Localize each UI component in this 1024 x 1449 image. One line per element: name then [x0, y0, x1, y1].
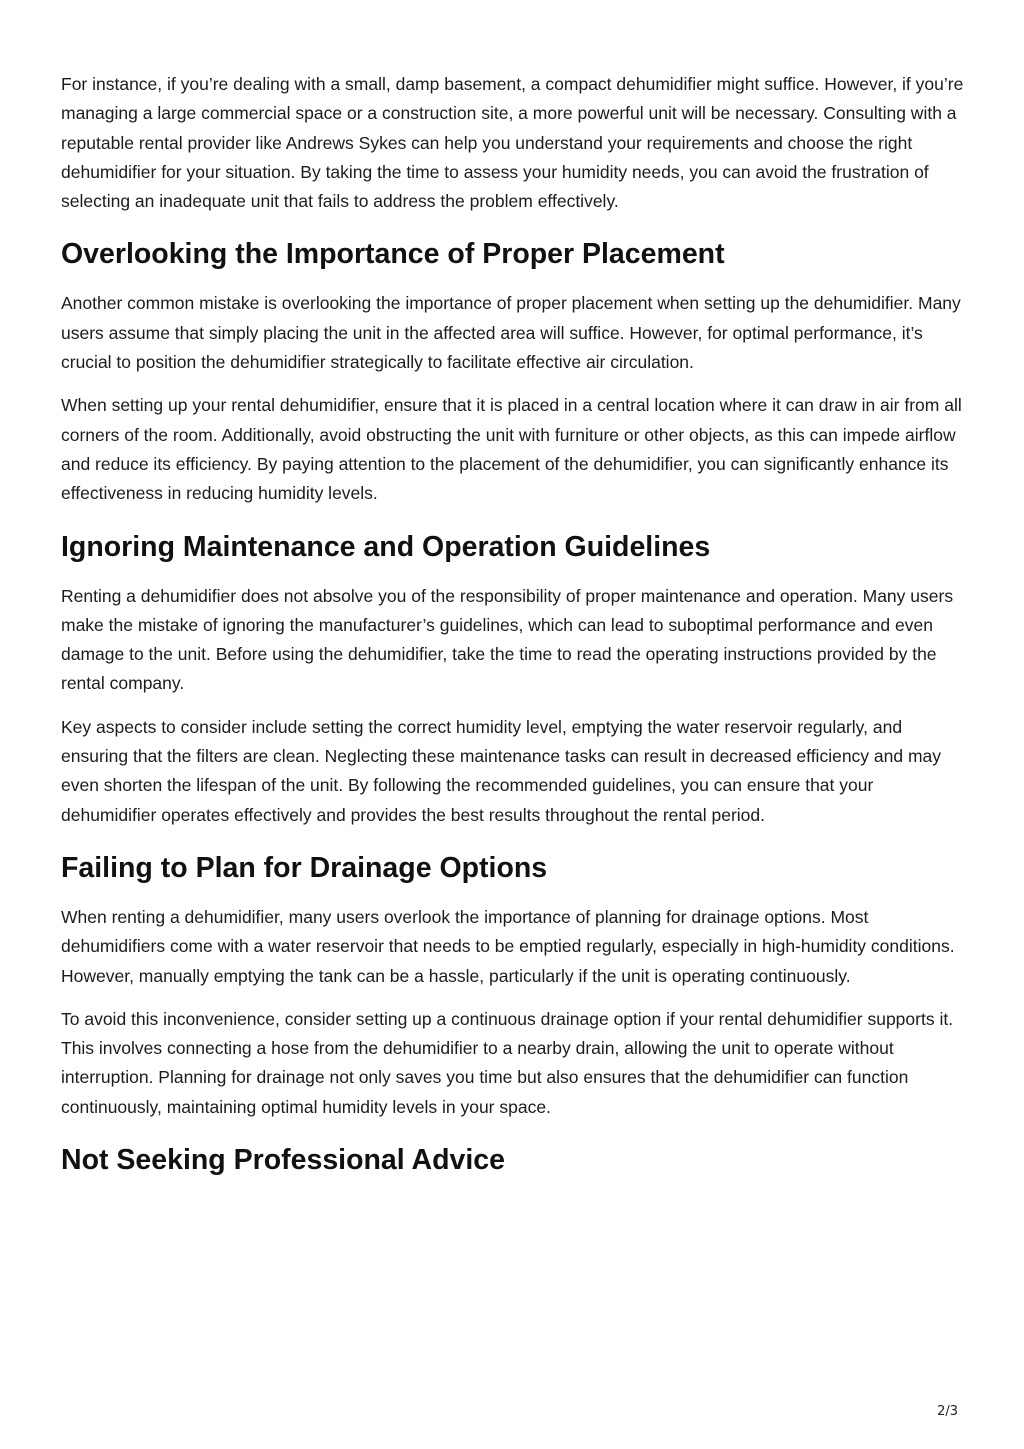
maintenance-paragraph-2: Key aspects to consider include setting the correct humidity level, emptying the water reservoir regularly, and ensuring that the filters are clean. Neglecting these maintenance tasks can result in decreased efficiency and may even shorten the lifespan of the unit. By following the recommended guidelines, you can ensure that your dehumidifier operates effectively and provides the best results throughout the rental period. [61, 716, 942, 825]
page-number: 2/3 [937, 1404, 958, 1419]
drainage-paragraph-1: When renting a dehumidifier, many users overlook the importance of planning for drainage options. Most dehumidifiers come with a water reservoir that needs to be emptied regularly, especially in high-humidity conditions. However, manually emptying the tank can be a hassle, particularly if the unit is operating continuously. [61, 906, 955, 986]
section-heading-maintenance: Ignoring Maintenance and Operation Guidelines [61, 530, 711, 563]
placement-paragraph-2: When setting up your rental dehumidifier, ensure that it is placed in a central location where it can draw in air from all corners of the room. Additionally, avoid obstructing the unit with furniture or other objects, as this can impede airflow and reduce its efficiency. By paying attention to the placement of the dehumidifier, you can significantly enhance its effectiveness in reducing humidity levels. [61, 395, 962, 504]
section-heading-placement: Overlooking the Importance of Proper Placement [61, 238, 725, 271]
document-page [61, 70, 966, 1195]
section-heading-drainage: Failing to Plan for Drainage Options [61, 851, 548, 884]
section-heading-professional-advice: Not Seeking Professional Advice [61, 1144, 505, 1177]
intro-paragraph: For instance, if you’re dealing with a small, damp basement, a compact dehumidifier might suffice. However, if you’re managing a large commercial space or a construction site, a more powerful unit will be necessary. Consulting with a reputable rental provider like Andrews Sykes can help you understand your requirements and choose the right dehumidifier for your situation. By taking the time to assess your humidity needs, you can avoid the frustration of selecting an inadequate unit that fails to address the problem effectively. [61, 74, 964, 212]
maintenance-paragraph-1: Renting a dehumidifier does not absolve you of the responsibility of proper maintenance and operation. Many users make the mistake of ignoring the manufacturer’s guidelines, which can lead to suboptimal performance and even damage to the unit. Before using the dehumidifier, take the time to read the operating instructions provided by the rental company. [61, 585, 954, 694]
placement-paragraph-1: Another common mistake is overlooking the importance of proper placement when setting up the dehumidifier. Many users assume that simply placing the unit in the affected area will suffice. However, for optimal performance, it’s crucial to position the dehumidifier strategically to facilitate effective air circulation. [61, 293, 961, 373]
drainage-paragraph-2: To avoid this inconvenience, consider setting up a continuous drainage option if your rental dehumidifier supports it. This involves connecting a hose from the dehumidifier to a nearby drain, allowing the unit to operate without interruption. Planning for drainage not only saves you time but also ensures that the dehumidifier can function continuously, maintaining optimal humidity levels in your space. [61, 1008, 954, 1117]
